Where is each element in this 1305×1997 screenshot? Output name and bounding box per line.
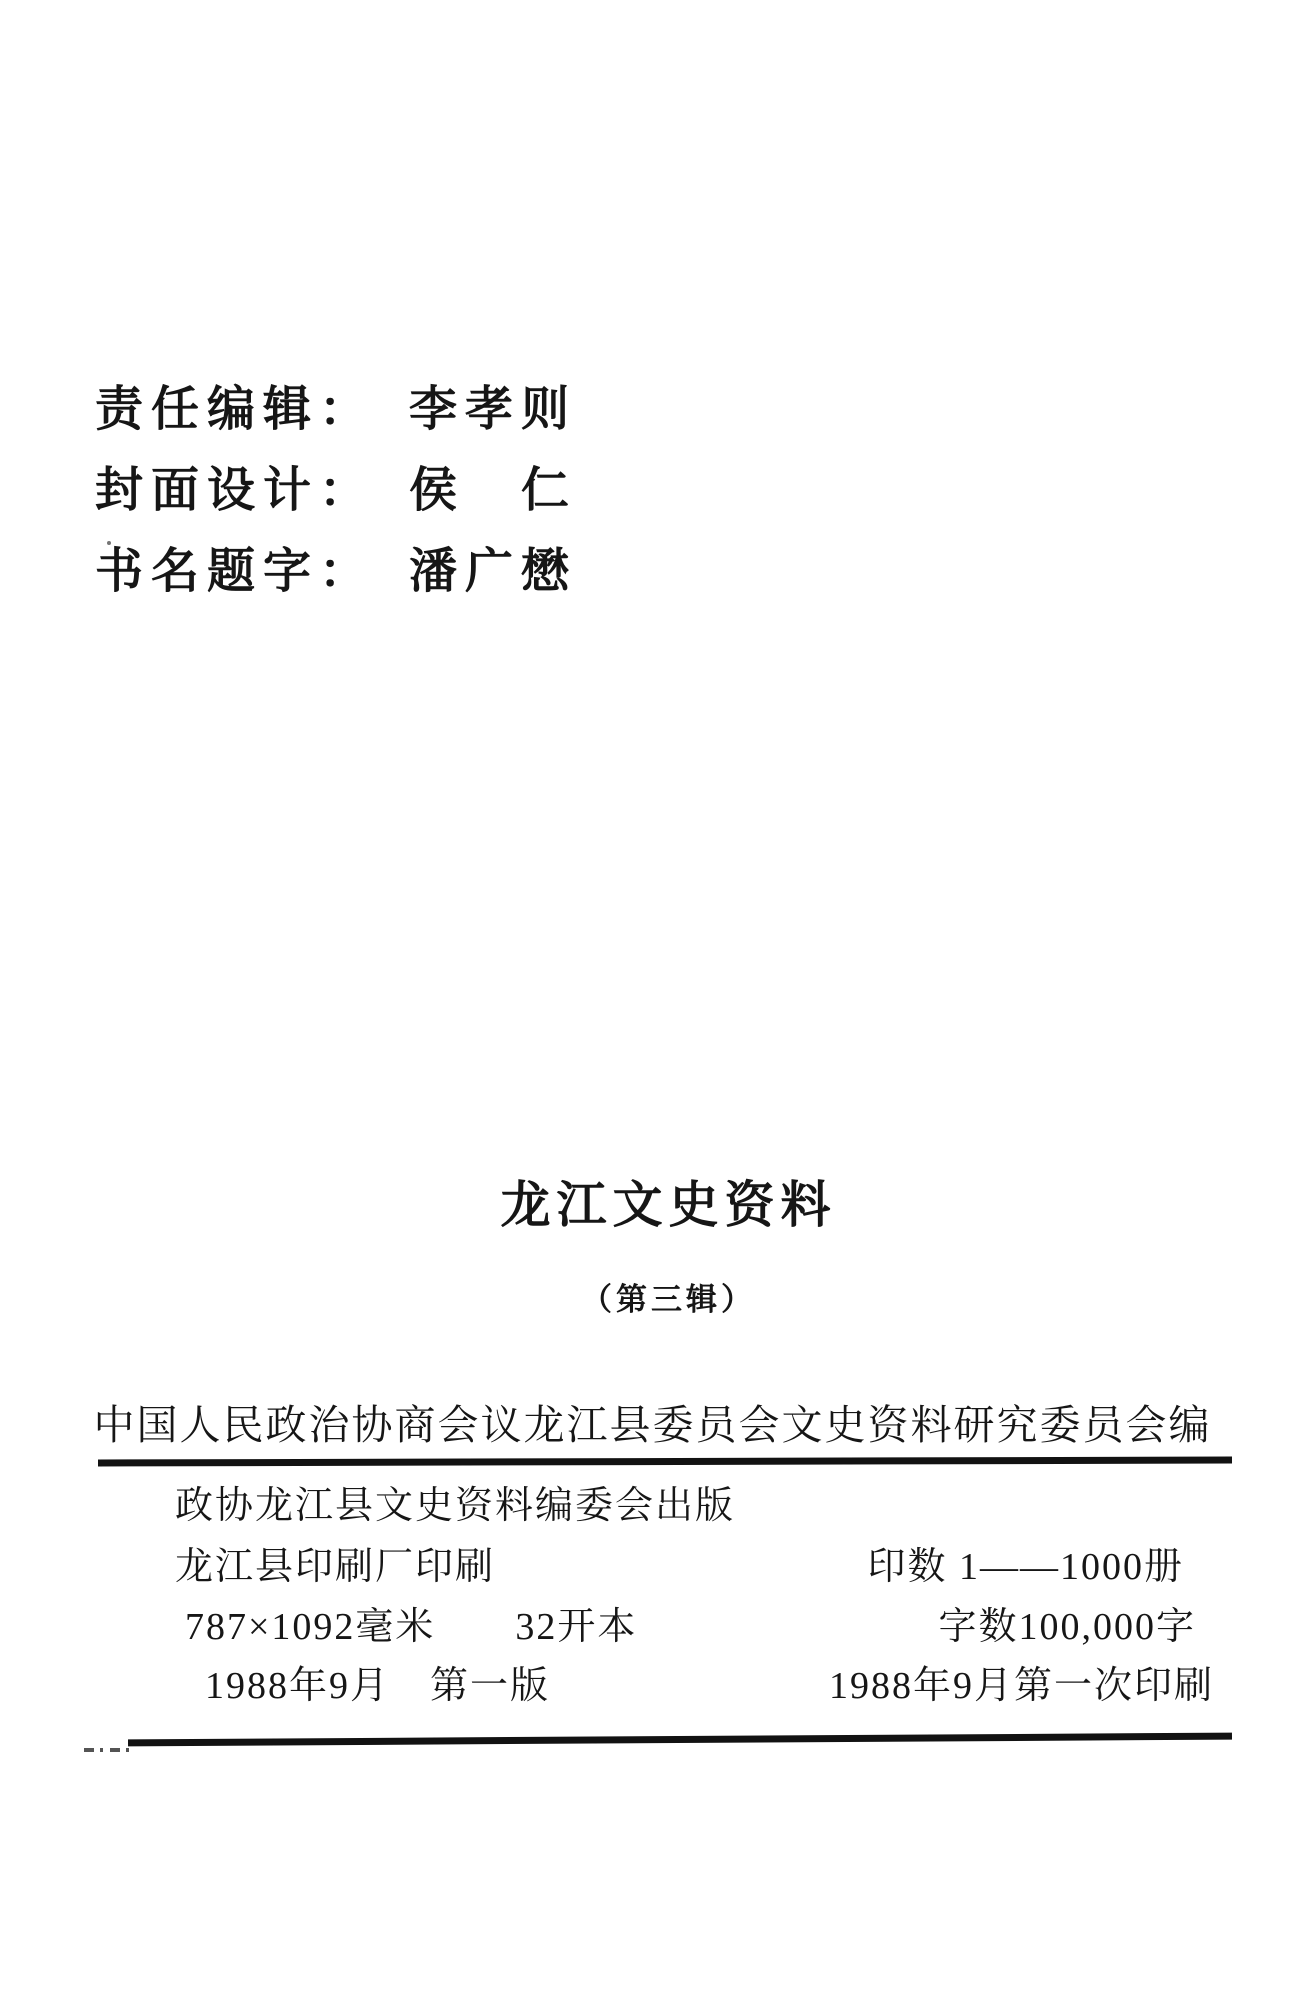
printer-row [100, 1545, 1232, 1589]
printer-text: 龙江县印刷厂印刷 [175, 1546, 496, 1588]
publisher-row [100, 1484, 1232, 1528]
compiler-line: 中国人民政治协商会议龙江县委员会文史资料研究委员会编 [93, 1402, 1212, 1448]
scan-artifact-dot [107, 541, 111, 545]
credit-line-cover-design [95, 450, 577, 531]
credit-value: 李孝则 [409, 383, 578, 436]
book-title: 龙江文史资料 [500, 1177, 837, 1233]
edition-row [100, 1664, 1232, 1708]
word-count-text: 字数100,000字 [938, 1606, 1196, 1648]
top-rule-divider [98, 1457, 1232, 1467]
credit-line-editor [95, 369, 577, 450]
volume-label: （第三辑） [581, 1282, 756, 1317]
edition-text: 1988年9月 第一版 [205, 1665, 551, 1707]
credit-line-title-calligraphy [95, 531, 577, 612]
scan-artifact-dashes [84, 1748, 136, 1752]
credits-block [95, 369, 577, 612]
credit-value: 侯 仁 [409, 464, 578, 517]
credit-value: 潘广懋 [409, 545, 578, 598]
printing-date-text: 1988年9月第一次印刷 [828, 1665, 1214, 1707]
bottom-rule-divider [128, 1733, 1232, 1747]
print-run-text: 印数 1——1000册 [867, 1546, 1184, 1588]
credit-label: 责任编辑： [95, 383, 376, 436]
credit-label: 书名题字： [95, 545, 376, 598]
publisher-text: 政协龙江县文史资料编委会出版 [175, 1485, 736, 1527]
credit-label: 封面设计： [95, 464, 376, 517]
format-row [100, 1605, 1232, 1649]
sheet-size-text: 787×1092毫米 32开本 [185, 1606, 638, 1648]
